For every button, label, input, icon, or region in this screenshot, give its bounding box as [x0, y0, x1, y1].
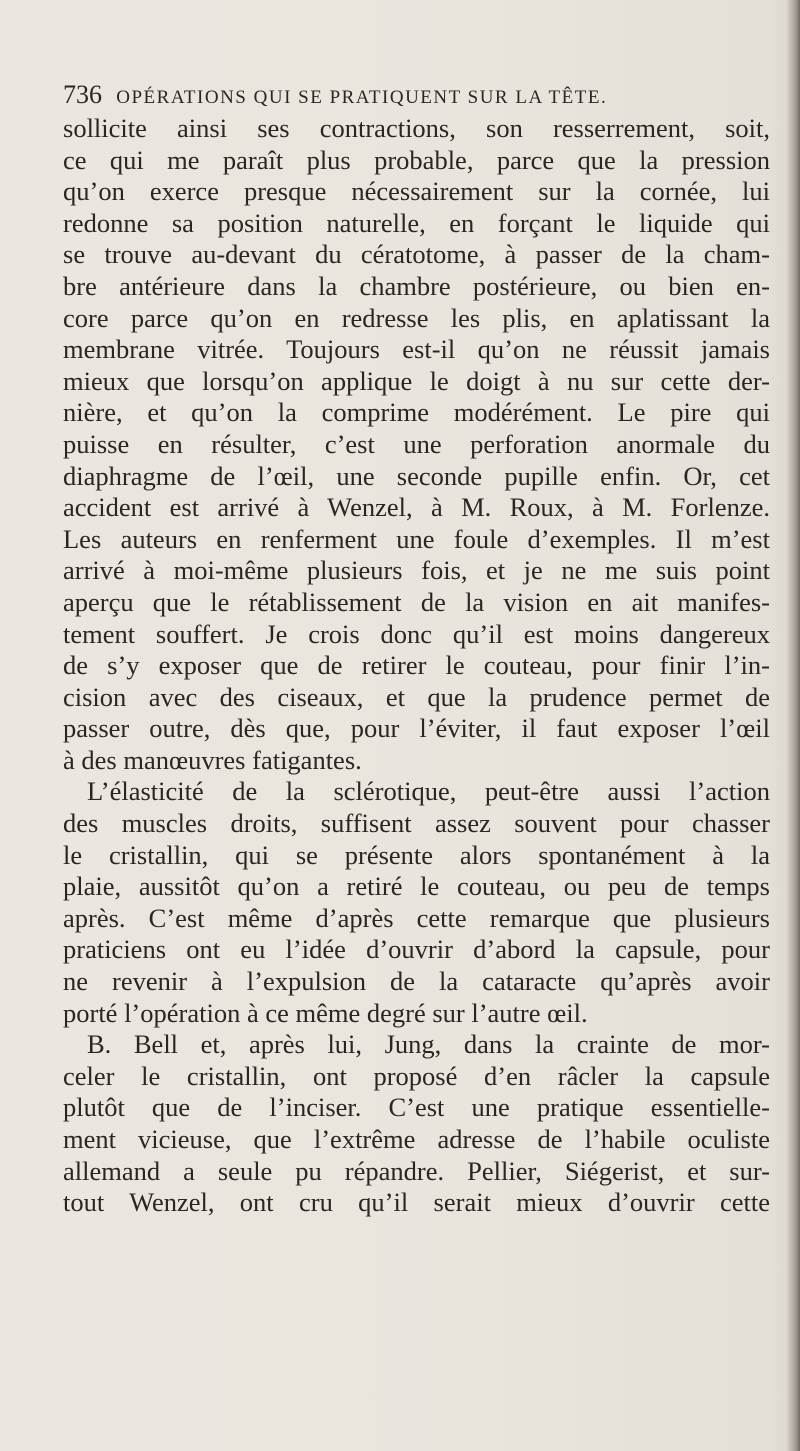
text-line: plaie, aussitôt qu’on a retiré le couteau, ou peu de temps — [63, 871, 770, 902]
text-line: porté l’opération à ce même degré sur l’autre œil. — [63, 997, 588, 1028]
text-line: core parce qu’on en redresse les plis, en aplatissant la — [63, 302, 770, 333]
text-line: le cristallin, qui se présente alors spontanément à la — [63, 839, 770, 870]
text-line: bre antérieure dans la chambre postérieure, ou bien en- — [63, 270, 770, 301]
text-line: praticiens ont eu l’idée d’ouvrir d’abord la capsule, pour — [63, 934, 770, 965]
text-line: plutôt que de l’inciser. C’est une pratique essentielle- — [63, 1092, 770, 1123]
text-line: qu’on exerce presque nécessairement sur la cornée, lui — [63, 176, 770, 207]
text-line: à des manœuvres fatigantes. — [63, 744, 362, 775]
running-header — [63, 80, 743, 110]
text-line: sollicite ainsi ses contractions, son resserrement, soit, — [63, 113, 770, 143]
text-line: tement souffert. Je crois donc qu’il est moins dangereux — [63, 618, 770, 649]
page-number: 736 — [63, 80, 102, 109]
text-line: mieux que lorsqu’on applique le doigt à nu sur cette der- — [63, 365, 770, 396]
text-line: aperçu que le rétablissement de la vision en ait manifes- — [63, 586, 770, 617]
text-line: ce qui me paraît plus probable, parce que la pression — [63, 144, 770, 175]
text-line: se trouve au-devant du cératotome, à passer de la cham- — [63, 239, 770, 270]
text-line: Les auteurs en renferment une foule d’exemples. Il m’est — [63, 523, 770, 554]
text-line: arrivé à moi-même plusieurs fois, et je ne me suis point — [63, 555, 770, 586]
text-line: puisse en résulter, c’est une perforation anormale du — [63, 428, 770, 459]
text-line: de s’y exposer que de retirer le couteau, pour finir l’in- — [63, 650, 770, 681]
text-line: B. Bell et, après lui, Jung, dans la crainte de mor- — [87, 1029, 770, 1060]
page-edge-shadow — [786, 0, 800, 1451]
text-line: diaphragme de l’œil, une seconde pupille enfin. Or, cet — [63, 460, 770, 491]
text-line: cision avec des ciseaux, et que la prudence permet de — [63, 681, 770, 712]
text-line: ment vicieuse, que l’extrême adresse de l’habile oculiste — [63, 1124, 770, 1154]
text-line: ne revenir à l’expulsion de la cataracte qu’après avoir — [63, 966, 770, 997]
text-line: tout Wenzel, ont cru qu’il serait mieux d’ouvrir cette — [63, 1187, 770, 1218]
text-line: après. C’est même d’après cette remarque que plusieurs — [63, 902, 770, 933]
text-line: allemand a seule pu répandre. Pellier, Siégerist, et sur- — [63, 1155, 770, 1186]
text-line: passer outre, dès que, pour l’éviter, il faut exposer l’œil — [63, 713, 770, 744]
running-title: OPÉRATIONS QUI SE PRATIQUENT SUR LA TÊTE. — [116, 87, 608, 108]
text-line: redonne sa position naturelle, en forçant le liquide qui — [63, 207, 770, 238]
text-line: accident est arrivé à Wenzel, à M. Roux, à M. Forlenze. — [63, 492, 770, 523]
text-line: membrane vitrée. Toujours est-il qu’on ne réussit jamais — [63, 334, 770, 365]
text-line: celer le cristallin, ont proposé d’en râcler la capsule — [63, 1060, 770, 1091]
body-text — [63, 113, 770, 1219]
text-line: des muscles droits, suffisent assez souvent pour chasser — [63, 808, 770, 839]
text-line: nière, et qu’on la comprime modérément. Le pire qui — [63, 397, 770, 428]
text-line: L’élasticité de la sclérotique, peut-être aussi l’action — [87, 776, 770, 807]
